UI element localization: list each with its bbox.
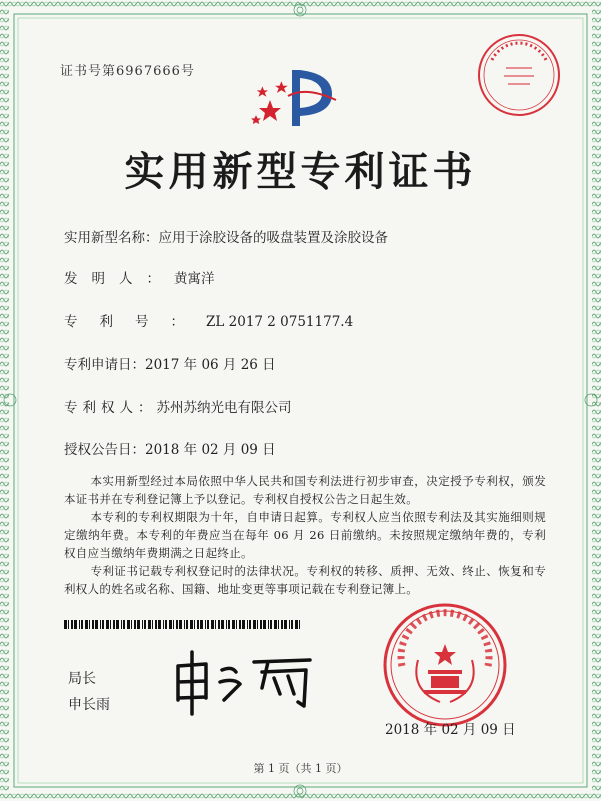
field-value: 2018 年 02 月 09 日 <box>145 442 276 458</box>
small-seal-icon <box>474 30 564 120</box>
body-paragraph: 本专利的专利权期限为十年，自申请日起算。专利权人应当依照专利法及其实施细则规定缴纳年费。本专利的年费应当在每年 06 月 26 日前缴纳。未按照规定缴纳年费的，专利权自应当缴纳年费期满之日起终止。 <box>64 510 546 560</box>
field-label: 专利权人： <box>64 400 157 416</box>
field-label: 授权公告日： <box>64 442 145 458</box>
field-label: 专利号： <box>64 314 206 330</box>
barcode-icon <box>64 620 304 629</box>
inventor-row <box>64 267 215 287</box>
official-seal-icon <box>380 600 510 730</box>
body-paragraph: 本实用新型经过本局依照中华人民共和国专利法进行初步审查，决定授予专利权，颁发本证书并在专利登记簿上予以登记。专利权自授权公告之日起生效。 <box>64 474 546 506</box>
certificate-body <box>64 472 546 598</box>
field-value: 应用于涂胶设备的吸盘装置及涂胶设备 <box>158 230 388 246</box>
seal-date: 2018 年 02 月 09 日 <box>385 722 516 738</box>
grant-date-row <box>64 438 276 458</box>
page-title: 实用新型专利证书 <box>124 148 477 195</box>
patent-holder-row <box>64 396 292 416</box>
patent-office-logo-icon <box>240 56 350 136</box>
field-value: ZL 2017 2 0751177.4 <box>206 314 354 330</box>
field-value: 黄寓洋 <box>174 271 215 287</box>
page-footer: 第 1 页（共 1 页） <box>253 762 348 775</box>
body-paragraph: 专利证书记载专利权登记时的法律状况。专利权的转移、质押、无效、终止、恢复和专利权人的姓名或名称、国籍、地址变更等事项记载在专利登记簿上。 <box>64 564 546 596</box>
director-title: 局长 <box>68 671 96 687</box>
filing-date-row <box>64 353 276 373</box>
field-value: 苏州苏纳光电有限公司 <box>156 400 292 416</box>
field-label: 专利申请日： <box>64 357 145 373</box>
patent-number-row <box>64 310 353 330</box>
field-label: 实用新型名称： <box>64 230 159 246</box>
field-label: 发明人： <box>64 271 174 287</box>
utility-model-name-row <box>64 226 388 246</box>
signature-icon <box>170 648 320 718</box>
field-value: 2017 年 06 月 26 日 <box>145 357 276 373</box>
certificate-number: 证书号第6967666号 <box>60 64 195 79</box>
director-name: 申长雨 <box>68 697 110 713</box>
